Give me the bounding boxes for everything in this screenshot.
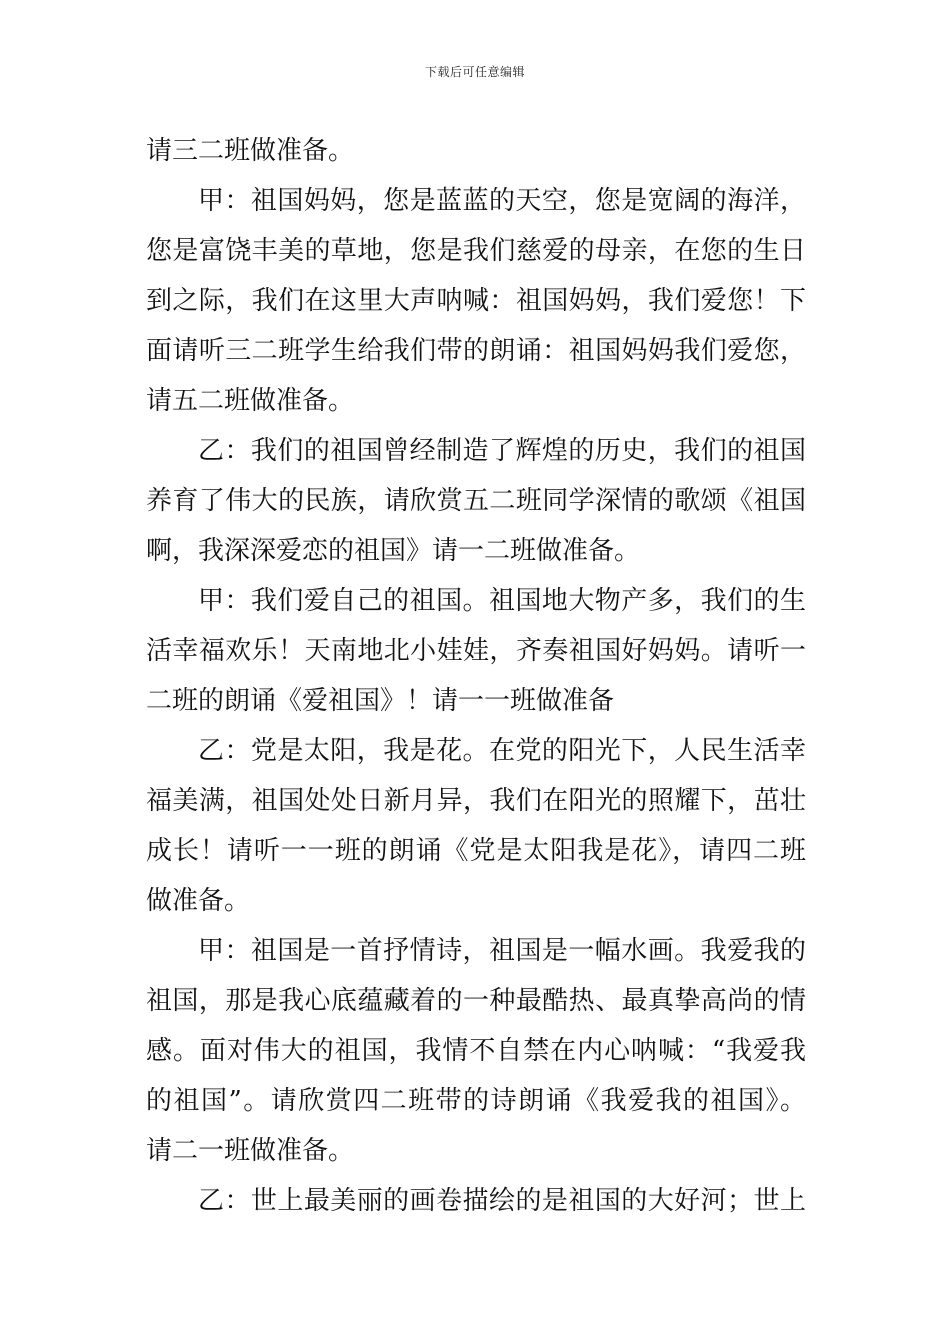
text-line: 啊，我深深爱恋的祖国》请一二班做准备。 [146, 536, 641, 566]
text-line: 乙：党是太阳，我是花。在党的阳光下，人民生活幸 [198, 736, 806, 766]
text-line: 到之际，我们在这里大声呐喊：祖国妈妈，我们爱您！下 [146, 286, 806, 316]
text-line: 做准备。 [146, 886, 251, 916]
text-line: 感。面对伟大的祖国，我情不自禁在内心呐喊：“我爱我 [146, 1036, 806, 1066]
text-line: 乙：我们的祖国曾经制造了辉煌的历史，我们的祖国 [198, 436, 806, 466]
text-line: 福美满，祖国处处日新月异，我们在阳光的照耀下，茁壮 [146, 786, 806, 816]
text-line: 面请听三二班学生给我们带的朗诵：祖国妈妈我们爱您， [146, 336, 806, 366]
text-line: 请二一班做准备。 [146, 1136, 355, 1166]
text-line: 的祖国”。请欣赏四二班带的诗朗诵《我爱我的祖国》。 [146, 1086, 806, 1116]
text-line: 活幸福欢乐！天南地北小娃娃，齐奏祖国好妈妈。请听一 [146, 636, 806, 666]
document-body [146, 126, 806, 1226]
text-line: 二班的朗诵《爱祖国》！请一一班做准备 [146, 686, 615, 716]
text-line: 祖国，那是我心底蕴藏着的一种最酷热、最真挚高尚的情 [146, 986, 806, 1016]
text-line: 请三二班做准备。 [146, 136, 355, 166]
text-line: 甲：我们爱自己的祖国。祖国地大物产多，我们的生 [198, 586, 806, 616]
text-line: 甲：祖国妈妈，您是蓝蓝的天空，您是宽阔的海洋， [198, 186, 806, 216]
text-line: 成长！请听一一班的朗诵《党是太阳我是花》，请四二班 [146, 836, 806, 866]
text-line: 您是富饶丰美的草地，您是我们慈爱的母亲，在您的生日 [146, 236, 806, 266]
page-header: 下载后可任意编辑 [424, 65, 525, 79]
text-line: 请五二班做准备。 [146, 386, 355, 416]
text-line: 甲：祖国是一首抒情诗，祖国是一幅水画。我爱我的 [198, 936, 806, 966]
text-line: 乙：世上最美丽的画卷描绘的是祖国的大好河；世上 [198, 1186, 806, 1216]
text-line: 养育了伟大的民族，请欣赏五二班同学深情的歌颂《祖国 [146, 486, 806, 516]
